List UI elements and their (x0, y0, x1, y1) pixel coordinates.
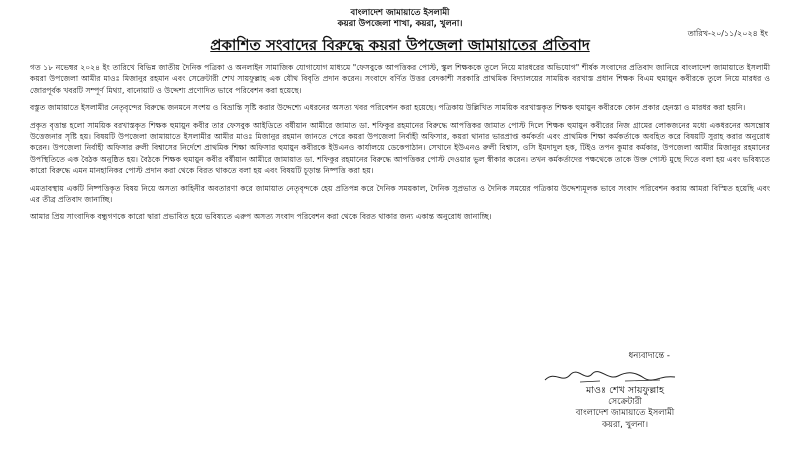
document-date: তারিখ-২০/১১/২০২৪ ইং (687, 29, 768, 38)
signatory-org: বাংলাদেশ জামায়াতে ইসলামী (575, 408, 675, 418)
paragraph: গত ১৮ নভেম্বর ২০২৪ ইং তারিখে বিভিন্ন জাতীয় দৈনিক পত্রিকা ও অনলাইন সামাজিক যোগাযোগ মাধ্যমে "ফেসবুকে আপত্তিকর পোস্ট, স্কুল শিক্ষককে তুলে নিয়ে মারধরের অভিযোগ" শীর্ষক সংবাদের প্রতিবাদ জানিয়ে বাংলাদেশ জামায়াতে ইসলামী কয়রা উপজেলা আমীর মাওঃ মিজানুর রহমান এবং সেক্রেটারী শেখ সায়ফুল্লাহ এক যৌথ বিবৃতি প্রদান করেন। সংবাদে বর্ণিত উত্তর বেদকাশী সরকারি প্রাথমিক বিদ্যালয়ের সাময়িক বরখাস্ত প্রধান শিক্ষক বিএম হুমায়ুন কবীরকে তুলে নিয়ে মারধর ও জোরপূর্বক খবরটি সম্পূর্ণ মিথ্যা, বানোয়াট ও উদ্দেশ্য প্রণোদিত ভাবে পরিবেশন করা হয়েছে। (30, 63, 770, 95)
paragraph: এমতাবস্থায় একটি নিষ্পত্তিকৃত বিষয় নিয়ে অসত্য কাহিনীর অবতারণা করে জামায়াত নেতৃবৃন্দকে হেয় প্রতিপন্ন করে দৈনিক সময়কাল, দৈনিক সুপ্রভাত ও দৈনিক সময়ের পত্রিকায় উদ্দেশ্যমূলক ভাবে সংবাদ পরিবেশন করায় আমরা বিস্মিত হয়েছি এবং এর তীব্র প্রতিবাদ জানাচ্ছি। (30, 183, 770, 205)
signatory-location: কয়রা, খুলনা। (602, 419, 648, 430)
closing-thanks: ধন্যবাদান্তে - (628, 351, 670, 361)
paragraph: বস্তুত জামায়াতে ইসলামীর নেতৃবৃন্দের বিরুদ্ধে জনমনে সংশয় ও বিভ্রান্তি সৃষ্টি করার উদ্দেশ্যে এধরনের অসত্য খবর পরিবেশন করা হয়েছে। পত্রিকায় উল্লিখিত সাময়িক বরখাস্তকৃত শিক্ষক হুমায়ুন কবীরকে কোন প্রকার হেনস্তা ও মারধর করা হয়নি। (30, 103, 746, 113)
handwritten-signature (540, 366, 680, 386)
signatory-name: মাওঃ শেখ সায়ফুল্লাহ (586, 385, 664, 396)
signature-block (540, 385, 710, 431)
organization-header (30, 8, 770, 30)
org-name: বাংলাদেশ জামায়াতে ইসলামী (350, 8, 450, 18)
paragraph: প্রকৃত বৃত্তান্ত হলো সাময়িক বরখাস্তকৃত শিক্ষক হুমায়ুন কবীর তার ফেসবুক আইডিতে বর্ষীয়ান আমীরে জামাত ডা. শফিকুর রহমানের বিরুদ্ধে আপত্তিকর জামাত পোস্ট দিলে শিক্ষক হুমায়ুন কবীরের নিজ গ্রামের লোকজনের মধ্যে একধরনের অসন্তোষ উত্তেজনার সৃষ্টি হয়। বিষয়টি উপজেলা জামায়াতে ইসলামীর আমীর মাওঃ মিজানুর রহমান জানতে পেরে কয়রা উপজেলা নির্বাহী অফিসার, কয়রা থানার ভারপ্রাপ্ত কর্মকর্তা এবং প্রাথমিক শিক্ষা কর্মকর্তাকে অবহিত করে বিষয়টি সুরাহ করার অনুরোধ করেন। উপজেলা নির্বাহী অফিসার রুলী বিশ্বাসের নির্দেশে প্রাথমিক শিক্ষা অফিসার হুমায়ুন কবীরকে ইউএনও কার্যালয়ে ডেকেপাঠান। সেখানে ইউএনও রুলী বিশ্বাস, ওসি ইমদাদুল হক, টিইও তপন কুমার কর্মকার, উপজেলা আমীর মিজানুর রহমানের উপস্থিতিতে এক বৈঠক অনুষ্ঠিত হয়। বৈঠকে শিক্ষক হুমায়ুন কবীর বর্ষীয়ান আমীরে জামায়াত ডা. শফিকুর রহমানের বিরুদ্ধে আপত্তিকর পোস্ট দেওয়ার ভুল স্বীকার করেন। তখন কর্মকর্তাদের পক্ষথেকে তাকে উক্ত পোস্ট মুছে দিতে বলা হয় এবং ভবিষ্যতে কারো বিরুদ্ধে এমন মানহানিকর পোস্ট প্রদান করা থেকে বিরত থাকতে বলা হয় এবং বিষয়টি চূড়ান্ত নিষ্পত্তি করা হয়। (30, 120, 771, 176)
page-title: প্রকাশিত সংবাদের বিরুদ্ধে কয়রা উপজেলা জামায়াতের প্রতিবাদ (210, 36, 590, 54)
document-body (30, 62, 770, 223)
paragraph: আমার প্রিয় সাংবাদিক বন্ধুগণকে কারো দ্বারা প্রভাবিত হয়ে ভবিষ্যতে এরুপ অসত্য সংবাদ পরিবেশন করা থেকে বিরত থাকার জন্য একান্ত অনুরোধ জানাচ্ছি। (30, 212, 492, 222)
org-branch: কয়রা উপজেলা শাখা, কয়রা, খুলনা। (337, 19, 463, 29)
signatory-designation: সেক্রেটারী (608, 396, 642, 407)
